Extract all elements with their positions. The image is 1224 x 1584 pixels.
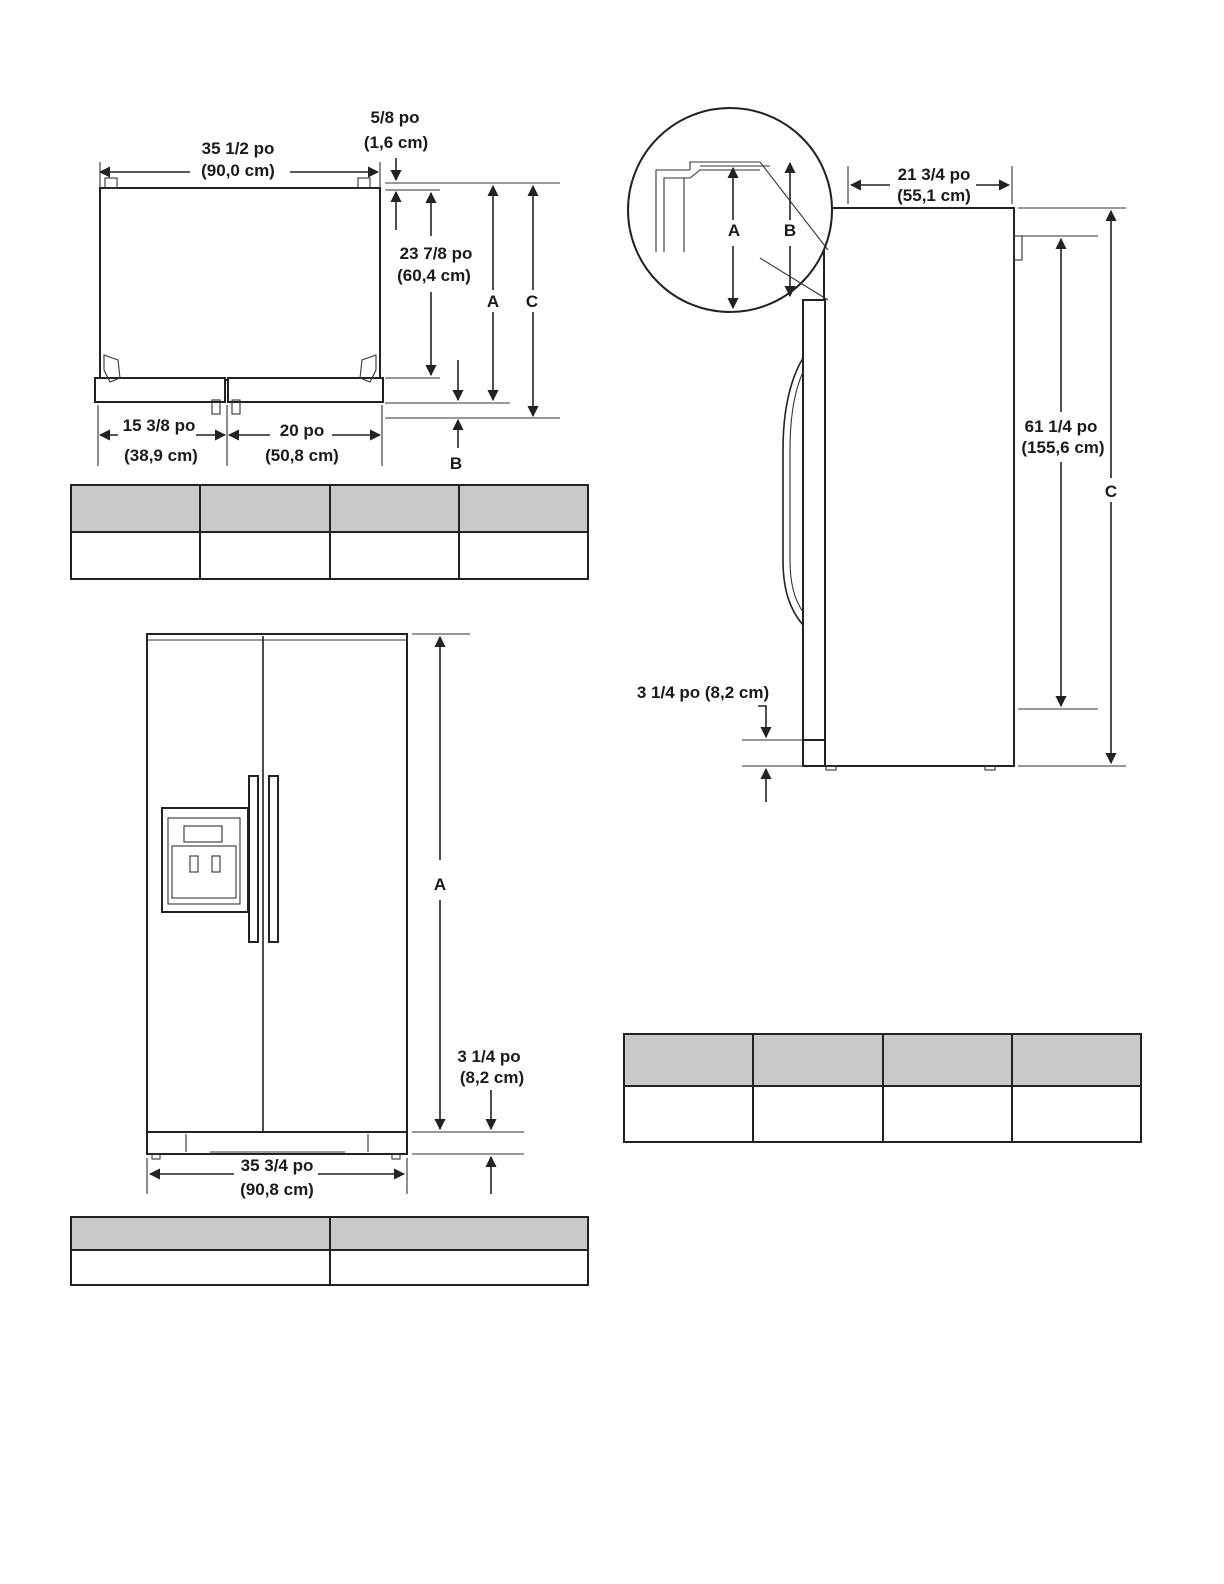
top-left-door-in: 15 3/8 po [122, 416, 196, 435]
table-cell [459, 485, 588, 532]
side-depth-cm: (55,1 cm) [897, 186, 971, 205]
top-right-door-in: 20 po [279, 421, 325, 440]
side-label-c: C [1104, 482, 1118, 501]
side-height-in: 61 1/4 po [1024, 417, 1098, 436]
table-cell [883, 1086, 1012, 1142]
table-cell [330, 485, 459, 532]
table-cell [753, 1034, 882, 1086]
side-view-table [623, 1033, 1142, 1143]
top-label-c: C [525, 292, 539, 311]
table-cell [71, 1217, 330, 1250]
top-right-door-cm: (50,8 cm) [265, 446, 339, 465]
top-width-cm: (90,0 cm) [201, 161, 275, 180]
top-view [95, 108, 560, 473]
top-view-leveler-left [105, 178, 117, 188]
front-dispenser [162, 808, 248, 912]
side-cabinet [824, 208, 1014, 766]
side-base-label: 3 1/4 po (8,2 cm) [636, 683, 770, 702]
side-view [628, 108, 1126, 802]
top-label-a: A [486, 292, 500, 311]
front-view-table [70, 1216, 589, 1286]
table-cell [200, 532, 329, 579]
table-cell [330, 532, 459, 579]
top-label-b: B [449, 454, 463, 473]
side-detail-label-a: A [727, 221, 741, 240]
side-handle [783, 358, 803, 625]
top-gap-in: 5/8 po [370, 108, 420, 127]
front-base-in: 3 1/4 po [457, 1047, 521, 1066]
side-door [803, 300, 825, 740]
front-width-cm: (90,8 cm) [240, 1180, 314, 1199]
side-detail-label-b: B [783, 221, 797, 240]
top-depth-in: 23 7/8 po [399, 244, 473, 263]
front-handle-right [269, 776, 278, 942]
front-base-cm: (8,2 cm) [459, 1068, 525, 1087]
table-cell [459, 532, 588, 579]
top-view-leveler-right [358, 178, 370, 188]
top-left-door-cm: (38,9 cm) [124, 446, 198, 465]
table-cell [71, 1250, 330, 1285]
table-cell [71, 485, 200, 532]
top-view-left-door [95, 378, 225, 402]
side-fitting [1014, 236, 1022, 260]
table-cell [753, 1086, 882, 1142]
side-base [803, 740, 825, 766]
table-cell [883, 1034, 1012, 1086]
table-cell [624, 1086, 753, 1142]
table-cell [330, 1250, 589, 1285]
side-detail-circle [628, 108, 832, 312]
front-handle-left [249, 776, 258, 942]
side-height-cm: (155,6 cm) [1021, 438, 1105, 457]
top-depth-cm: (60,4 cm) [397, 266, 471, 285]
top-view-right-door [228, 378, 383, 402]
front-width-in: 35 3/4 po [240, 1156, 314, 1175]
top-gap-cm: (1,6 cm) [363, 133, 429, 152]
table-cell [1012, 1086, 1141, 1142]
table-cell [71, 532, 200, 579]
table-cell [200, 485, 329, 532]
top-view-table [70, 484, 589, 580]
top-width-in: 35 1/2 po [201, 139, 275, 158]
table-cell [330, 1217, 589, 1250]
table-cell [624, 1034, 753, 1086]
side-depth-in: 21 3/4 po [897, 165, 971, 184]
table-cell [1012, 1034, 1141, 1086]
front-view [147, 634, 524, 1199]
top-view-cabinet [100, 188, 380, 380]
front-label-a: A [433, 875, 447, 894]
